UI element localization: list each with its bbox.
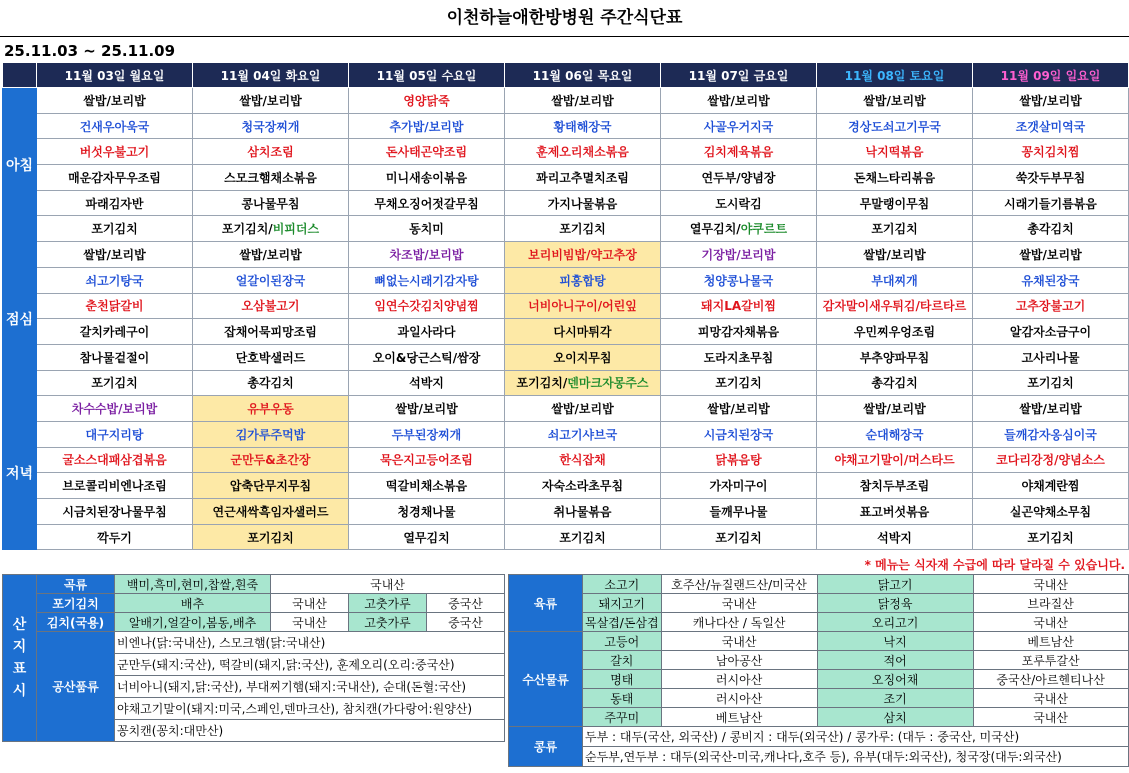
- pepper2-label: 고춧가루: [349, 613, 427, 632]
- menu-item: 순대해장국: [817, 421, 973, 447]
- origin-cell: 남아공산: [661, 651, 817, 670]
- kimchi-item: 배추: [115, 594, 271, 613]
- origin-right-table: [508, 574, 1129, 767]
- menu-item: 포기김치: [817, 216, 973, 242]
- menu-item: 쌀밥/보리밥: [973, 242, 1129, 268]
- menu-item: 포기김치: [661, 370, 817, 396]
- origin-left-table: [2, 574, 505, 742]
- menu-item: 얼갈이된장국: [193, 267, 349, 293]
- side-title-text: 산 지 표 시: [12, 617, 27, 699]
- menu-item: 돼지LA갈비찜: [661, 293, 817, 319]
- processed-line: 야채고기말이(돼지:미국,스페인,덴마크산), 참치캔(가다랑어:원양산): [115, 698, 505, 720]
- origin-cell: 목살겹/돈삼겹: [583, 613, 662, 632]
- menu-item: 우민찌우엉조림: [817, 319, 973, 345]
- menu-item: 오이지무침: [505, 344, 661, 370]
- menu-row: [3, 216, 1129, 242]
- meal-label: 아침: [3, 88, 37, 242]
- origin-cell: 국내산: [973, 613, 1128, 632]
- menu-item: 과일사라다: [349, 319, 505, 345]
- menu-item: 사골우거지국: [661, 113, 817, 139]
- menu-row: [3, 344, 1129, 370]
- origin-cell: 호주산/뉴질랜드산/미국산: [661, 575, 817, 594]
- origin-cell: 주꾸미: [583, 708, 662, 727]
- pepper2-origin: 중국산: [427, 613, 505, 632]
- menu-item: 실곤약채소무침: [973, 499, 1129, 525]
- origin-cell: 조기: [817, 689, 973, 708]
- menu-item: 쌀밥/보리밥: [505, 88, 661, 114]
- menu-row: [3, 447, 1129, 473]
- menu-item: 황태해장국: [505, 113, 661, 139]
- menu-item: 대구지리탕: [37, 421, 193, 447]
- menu-item: 오이&당근스틱/쌈장: [349, 344, 505, 370]
- origin-cell: 수산물류: [509, 632, 583, 727]
- origin-cell: 소고기: [583, 575, 662, 594]
- day-header: 11월 03일 월요일: [37, 63, 193, 88]
- menu-item: 유채된장국: [973, 267, 1129, 293]
- menu-item: 도시락김: [661, 190, 817, 216]
- menu-item: 포기김치: [505, 524, 661, 550]
- origin-cell: 베트남산: [973, 632, 1128, 651]
- menu-item: 포기김치: [37, 216, 193, 242]
- corner-cell: [3, 63, 37, 88]
- menu-item: 포기김치: [193, 524, 349, 550]
- origin-cell: 고등어: [583, 632, 662, 651]
- menu-row: [3, 139, 1129, 165]
- menu-item: 춘천닭갈비: [37, 293, 193, 319]
- menu-item: 묵은지고등어조림: [349, 447, 505, 473]
- menu-item: 조갯살미역국: [973, 113, 1129, 139]
- menu-row: [3, 499, 1129, 525]
- origin-cell: 러시아산: [661, 689, 817, 708]
- menu-item: 야채계란찜: [973, 473, 1129, 499]
- menu-item: 매운감자무우조림: [37, 165, 193, 191]
- origin-cell: 국내산: [661, 594, 817, 613]
- meal-label: 점심: [3, 242, 37, 396]
- menu-item: 시래기들기름볶음: [973, 190, 1129, 216]
- menu-item: 연두부/양념장: [661, 165, 817, 191]
- kimchi2-items: 알배기,얼갈이,봄동,배추: [115, 613, 271, 632]
- processed-line: 너비아니(돼지,닭:국산), 부대찌기햄(돼지:국내산), 순대(돈혈:국산): [115, 676, 505, 698]
- pepper-label: 고춧가루: [349, 594, 427, 613]
- menu-item: 쌀밥/보리밥: [349, 396, 505, 422]
- menu-item: 포기김치: [37, 370, 193, 396]
- origin-cell: 오리고기: [817, 613, 973, 632]
- processed-line: 비엔나(닭:국내산), 스모크햄(닭:국내산): [115, 632, 505, 654]
- menu-item: 청양콩나물국: [661, 267, 817, 293]
- menu-row: [3, 293, 1129, 319]
- menu-item: 고사리나물: [973, 344, 1129, 370]
- origin-cell: 국내산: [973, 708, 1128, 727]
- menu-item: 압축단무지무침: [193, 473, 349, 499]
- menu-item: 총각김치: [973, 216, 1129, 242]
- menu-item: 브로콜리비엔나조림: [37, 473, 193, 499]
- origin-cell: 국내산: [973, 575, 1128, 594]
- menu-item: 포기김치/비피더스: [193, 216, 349, 242]
- menu-item: 쑥갓두부무침: [973, 165, 1129, 191]
- menu-item: 총각김치: [817, 370, 973, 396]
- menu-row: [3, 88, 1129, 114]
- menu-item: 너비아니구이/어린잎: [505, 293, 661, 319]
- menu-item: 잡채어묵피망조림: [193, 319, 349, 345]
- menu-item: 쌀밥/보리밥: [661, 88, 817, 114]
- menu-row: [3, 421, 1129, 447]
- menu-item: 갈치카레구이: [37, 319, 193, 345]
- menu-item: 시금치된장나물무침: [37, 499, 193, 525]
- menu-item: 김치제육볶음: [661, 139, 817, 165]
- processed-line: 군만두(돼지:국산), 떡갈비(돼지,닭:국산), 훈제오리(오리:중국산): [115, 654, 505, 676]
- menu-item: 군만두&초간장: [193, 447, 349, 473]
- menu-item: 피망감자채볶음: [661, 319, 817, 345]
- kimchi-label: 포기김치: [37, 594, 115, 613]
- origin-cell: 삼치: [817, 708, 973, 727]
- menu-item: 돈사태곤약조림: [349, 139, 505, 165]
- menu-item: 단호박샐러드: [193, 344, 349, 370]
- menu-item: 차조밥/보리밥: [349, 242, 505, 268]
- kimchi2-label: 김치(국용): [37, 613, 115, 632]
- menu-row: [3, 165, 1129, 191]
- menu-item: 석박지: [817, 524, 973, 550]
- menu-item: 도라지초무침: [661, 344, 817, 370]
- menu-item: 포기김치: [973, 524, 1129, 550]
- menu-row: [3, 396, 1129, 422]
- menu-item: 무채오징어젓갈무침: [349, 190, 505, 216]
- origin-cell: 두부 : 대두(국산, 외국산) / 콩비지 : 대두(외국산) / 콩가루: (대두 : 중국산, 미국산): [583, 727, 1129, 747]
- menu-item: 떡갈비채소볶음: [349, 473, 505, 499]
- menu-item: 영양닭죽: [349, 88, 505, 114]
- menu-item: 쇠고기샤브국: [505, 421, 661, 447]
- processed-label: 공산품류: [37, 632, 115, 742]
- processed-line: 꽁치캔(꽁치:대만산): [115, 720, 505, 742]
- menu-item: 쌀밥/보리밥: [973, 88, 1129, 114]
- menu-item: 야채고기말이/머스타드: [817, 447, 973, 473]
- menu-item: 열무김치/야쿠르트: [661, 216, 817, 242]
- origin-cell: 육류: [509, 575, 583, 632]
- menu-row: [3, 267, 1129, 293]
- day-header: 11월 07일 금요일: [661, 63, 817, 88]
- menu-item: 쌀밥/보리밥: [817, 242, 973, 268]
- menu-item: 굴소스대패삼겹볶음: [37, 447, 193, 473]
- menu-item: 쌀밥/보리밥: [37, 242, 193, 268]
- menu-item: 열무김치: [349, 524, 505, 550]
- menu-item: 깍두기: [37, 524, 193, 550]
- menu-item: 포기김치: [505, 216, 661, 242]
- kimchi-origin: 국내산: [271, 594, 349, 613]
- menu-row: [3, 370, 1129, 396]
- menu-item: 가지나물볶음: [505, 190, 661, 216]
- menu-item: 총각김치: [193, 370, 349, 396]
- origin-cell: 갈치: [583, 651, 662, 670]
- day-header: 11월 04일 화요일: [193, 63, 349, 88]
- origin-cell: 순두부,연두부 : 대두(외국산-미국,캐나다,호주 등), 유부(대두:외국산), 청국장(대두:외국산): [583, 747, 1129, 767]
- menu-item: 청국장찌개: [193, 113, 349, 139]
- menu-item: 한식잡채: [505, 447, 661, 473]
- menu-item: 들깨무나물: [661, 499, 817, 525]
- origin-cell: 동태: [583, 689, 662, 708]
- menu-item: 오삼불고기: [193, 293, 349, 319]
- menu-row: [3, 113, 1129, 139]
- origin-cell: 오징어채: [817, 670, 973, 689]
- origin-cell: 캐나다산 / 독일산: [661, 613, 817, 632]
- menu-item: 포기김치/덴마크자몽주스: [505, 370, 661, 396]
- menu-item: 경상도쇠고기무국: [817, 113, 973, 139]
- menu-item: 쌀밥/보리밥: [817, 396, 973, 422]
- menu-item: 보리비빔밥/약고추장: [505, 242, 661, 268]
- page-title: 이천하늘애한방병원 주간식단표: [0, 0, 1129, 37]
- menu-item: 자숙소라초무침: [505, 473, 661, 499]
- menu-item: 연근새싹흑임자샐러드: [193, 499, 349, 525]
- menu-item: 참치두부조림: [817, 473, 973, 499]
- menu-item: 임연수갓김치양념찜: [349, 293, 505, 319]
- grain-origin: 국내산: [271, 575, 505, 594]
- origin-cell: 닭정육: [817, 594, 973, 613]
- menu-item: 스모크햄채소볶음: [193, 165, 349, 191]
- grain-items: 백미,흑미,현미,찹쌀,흰죽: [115, 575, 271, 594]
- menu-item: 쌀밥/보리밥: [37, 88, 193, 114]
- menu-item: 부추양파무침: [817, 344, 973, 370]
- day-header-row: [3, 63, 1129, 88]
- menu-item: 표고버섯볶음: [817, 499, 973, 525]
- menu-item: 삼치조림: [193, 139, 349, 165]
- menu-item: 취나물볶음: [505, 499, 661, 525]
- day-header: 11월 09일 일요일: [973, 63, 1129, 88]
- menu-item: 다시마튀각: [505, 319, 661, 345]
- menu-item: 무말랭이무침: [817, 190, 973, 216]
- menu-item: 꽁치김치찜: [973, 139, 1129, 165]
- menu-item: 쇠고기탕국: [37, 267, 193, 293]
- menu-item: 포기김치: [973, 370, 1129, 396]
- menu-row: [3, 242, 1129, 268]
- menu-item: 쌀밥/보리밥: [505, 396, 661, 422]
- origin-cell: 중국산/아르헨티나산: [973, 670, 1128, 689]
- menu-notice: * 메뉴는 식자재 수급에 따라 달라질 수 있습니다.: [864, 558, 1125, 572]
- menu-row: [3, 190, 1129, 216]
- menu-item: 포기김치: [661, 524, 817, 550]
- menu-item: 기장밥/보리밥: [661, 242, 817, 268]
- menu-item: 들깨감자옹심이국: [973, 421, 1129, 447]
- origin-cell: 국내산: [661, 632, 817, 651]
- origin-side-title: [3, 575, 37, 742]
- origin-cell: 베트남산: [661, 708, 817, 727]
- menu-item: 닭볶음탕: [661, 447, 817, 473]
- origin-cell: 포루투갈산: [973, 651, 1128, 670]
- day-header: 11월 05일 수요일: [349, 63, 505, 88]
- menu-item: 건새우아욱국: [37, 113, 193, 139]
- origin-cell: 러시아산: [661, 670, 817, 689]
- menu-item: 동치미: [349, 216, 505, 242]
- date-range: 25.11.03 ~ 25.11.09: [4, 42, 176, 60]
- menu-item: 뼈없는시래기감자탕: [349, 267, 505, 293]
- origin-cell: 낙지: [817, 632, 973, 651]
- menu-item: 버섯우불고기: [37, 139, 193, 165]
- menu-item: 참나물겉절이: [37, 344, 193, 370]
- origin-cell: 콩류: [509, 727, 583, 767]
- menu-item: 부대찌개: [817, 267, 973, 293]
- pepper-origin: 중국산: [427, 594, 505, 613]
- origin-cell: 돼지고기: [583, 594, 662, 613]
- menu-item: 쌀밥/보리밥: [973, 396, 1129, 422]
- menu-item: 훈제오리채소볶음: [505, 139, 661, 165]
- menu-item: 알감자소금구이: [973, 319, 1129, 345]
- menu-item: 피홍합탕: [505, 267, 661, 293]
- origin-cell: 브라질산: [973, 594, 1128, 613]
- menu-item: 파래김자반: [37, 190, 193, 216]
- menu-item: 가자미구이: [661, 473, 817, 499]
- menu-item: 꽈리고추멸치조림: [505, 165, 661, 191]
- menu-item: 콩나물무침: [193, 190, 349, 216]
- menu-item: 청경채나물: [349, 499, 505, 525]
- menu-item: 쌀밥/보리밥: [661, 396, 817, 422]
- menu-item: 쌀밥/보리밥: [193, 242, 349, 268]
- kimchi2-origin: 국내산: [271, 613, 349, 632]
- menu-row: [3, 473, 1129, 499]
- menu-item: 석박지: [349, 370, 505, 396]
- menu-item: 김가루주먹밥: [193, 421, 349, 447]
- menu-item: 감자말이새우튀김/타르타르: [817, 293, 973, 319]
- menu-item: 차수수밥/보리밥: [37, 396, 193, 422]
- day-header: 11월 08일 토요일: [817, 63, 973, 88]
- menu-item: 낙지떡볶음: [817, 139, 973, 165]
- menu-item: 고추장불고기: [973, 293, 1129, 319]
- menu-item: 추가밥/보리밥: [349, 113, 505, 139]
- origin-cell: 적어: [817, 651, 973, 670]
- menu-row: [3, 319, 1129, 345]
- menu-item: 두부된장찌개: [349, 421, 505, 447]
- menu-item: 코다리강정/양념소스: [973, 447, 1129, 473]
- menu-item: 미니새송이볶음: [349, 165, 505, 191]
- menu-item: 쌀밥/보리밥: [193, 88, 349, 114]
- origin-cell: 명태: [583, 670, 662, 689]
- menu-item: 유부우동: [193, 396, 349, 422]
- day-header: 11월 06일 목요일: [505, 63, 661, 88]
- menu-item: 돈채느타리볶음: [817, 165, 973, 191]
- menu-item: 쌀밥/보리밥: [817, 88, 973, 114]
- weekly-menu-table: [2, 62, 1129, 550]
- menu-item: 시금치된장국: [661, 421, 817, 447]
- menu-row: [3, 524, 1129, 550]
- origin-cell: 국내산: [973, 689, 1128, 708]
- meal-label: 저녁: [3, 396, 37, 550]
- grain-label: 곡류: [37, 575, 115, 594]
- origin-cell: 닭고기: [817, 575, 973, 594]
